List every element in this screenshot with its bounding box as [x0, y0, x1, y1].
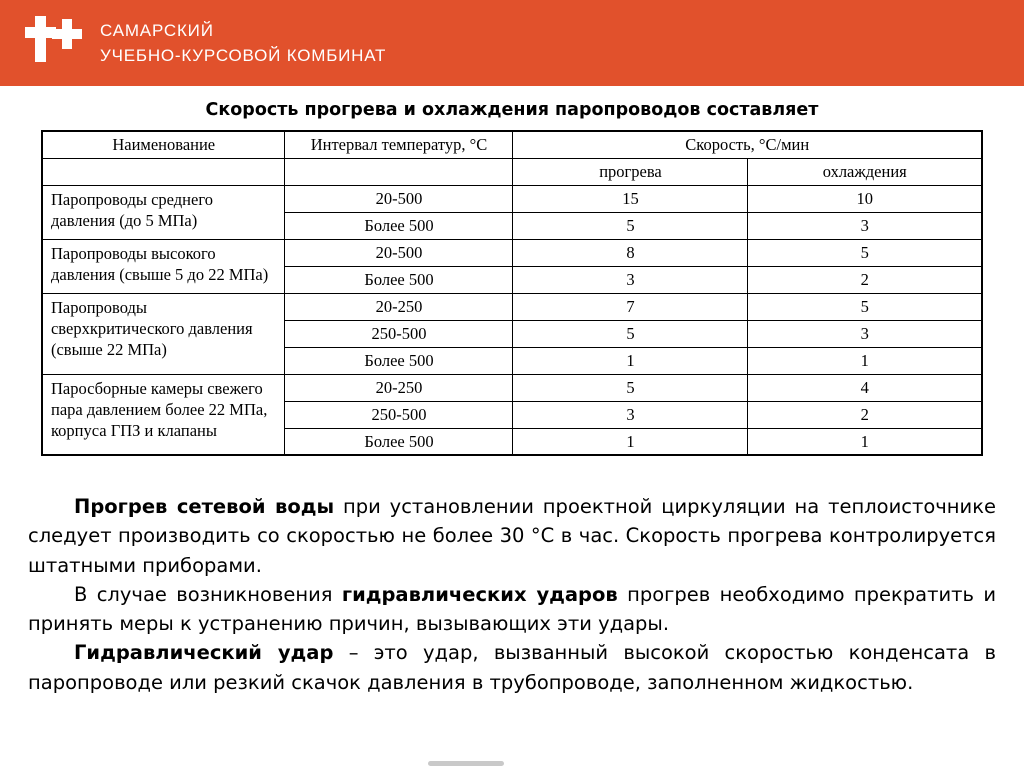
cell-heating: 3	[513, 401, 748, 428]
company-logo-icon	[24, 13, 84, 73]
table-row	[42, 293, 982, 320]
cell-cooling: 2	[748, 266, 982, 293]
text-run: – это удар, вызванный высокой скоростью конденсата в паропроводе или резкий скачок давления в трубопроводе, заполненном жидкостью.	[28, 641, 996, 694]
cell-interval: 20-250	[285, 293, 513, 320]
cell-heating: 8	[513, 239, 748, 266]
scrollbar-thumb[interactable]	[428, 761, 504, 766]
text-run: прогрев необходимо прекратить и принять меры к устранению причин, вызывающих эти удары.	[28, 582, 996, 635]
text-run: В случае возникновения	[74, 582, 342, 606]
table-row	[42, 185, 982, 212]
paragraph-hydraulic-shock-action	[28, 580, 996, 639]
cell-interval: 20-500	[285, 239, 513, 266]
empty-cell	[285, 158, 513, 185]
cell-cooling: 3	[748, 212, 982, 239]
paragraph-hydraulic-shock-definition	[28, 638, 996, 697]
cell-heating: 5	[513, 320, 748, 347]
cell-heating: 7	[513, 293, 748, 320]
cell-cooling: 1	[748, 428, 982, 455]
table-subheader-row	[42, 158, 982, 185]
slide-title: Скорость прогрева и охлаждения паропроводов составляет	[205, 100, 819, 120]
col-header-speed: Скорость, °С/мин	[513, 131, 982, 158]
cell-interval: 250-500	[285, 401, 513, 428]
cell-interval: Более 500	[285, 428, 513, 455]
cell-cooling: 5	[748, 239, 982, 266]
company-name	[100, 21, 386, 66]
group-name-high-pressure: Паропроводы высокого давления (свыше 5 до 22 МПа)	[42, 239, 285, 293]
bold-text-run: Гидравлический удар	[74, 641, 334, 665]
cell-cooling: 5	[748, 293, 982, 320]
cell-heating: 15	[513, 185, 748, 212]
cell-interval: 20-500	[285, 185, 513, 212]
cell-interval: 20-250	[285, 374, 513, 401]
subheader-heating: прогрева	[513, 158, 748, 185]
cell-cooling: 2	[748, 401, 982, 428]
cell-interval: Более 500	[285, 347, 513, 374]
empty-cell	[42, 158, 285, 185]
bold-text-run: гидравлических ударов	[341, 582, 618, 606]
col-header-name: Наименование	[42, 131, 285, 158]
col-header-interval: Интервал температур, °С	[285, 131, 513, 158]
subheader-cooling: охлаждения	[748, 158, 982, 185]
cell-interval: 250-500	[285, 320, 513, 347]
cell-heating: 1	[513, 347, 748, 374]
group-name-medium-pressure: Паропроводы среднего давления (до 5 МПа)	[42, 185, 285, 239]
bold-text-run: Прогрев сетевой воды	[74, 495, 335, 518]
text-run: при установлении проектной циркуляции на теплоисточнике следует производить со скоростью не более 30 °С в час. Скорость прогрева контролируется штатными приборами.	[28, 495, 996, 577]
header-band	[0, 0, 1024, 86]
table-header-row	[42, 131, 982, 158]
company-name-line1: САМАРСКИЙ	[100, 20, 214, 40]
company-name-line2: УЧЕБНО-КУРСОВОЙ КОМБИНАТ	[100, 45, 387, 65]
group-name-supercritical: Паропроводы сверхкритического давления (свыше 22 МПа)	[42, 293, 285, 374]
cell-cooling: 4	[748, 374, 982, 401]
cell-cooling: 10	[748, 185, 982, 212]
table-row	[42, 374, 982, 401]
cell-heating: 1	[513, 428, 748, 455]
cell-cooling: 1	[748, 347, 982, 374]
cell-heating: 5	[513, 374, 748, 401]
paragraph-network-water-heating	[28, 492, 996, 580]
cell-interval: Более 500	[285, 266, 513, 293]
speed-table	[41, 130, 983, 456]
table-row	[42, 239, 982, 266]
cell-heating: 3	[513, 266, 748, 293]
body-text	[0, 492, 1024, 697]
cell-heating: 5	[513, 212, 748, 239]
cell-cooling: 3	[748, 320, 982, 347]
group-name-steam-chambers: Паросборные камеры свежего пара давлением более 22 МПа, корпуса ГПЗ и клапаны	[42, 374, 285, 455]
cell-interval: Более 500	[285, 212, 513, 239]
